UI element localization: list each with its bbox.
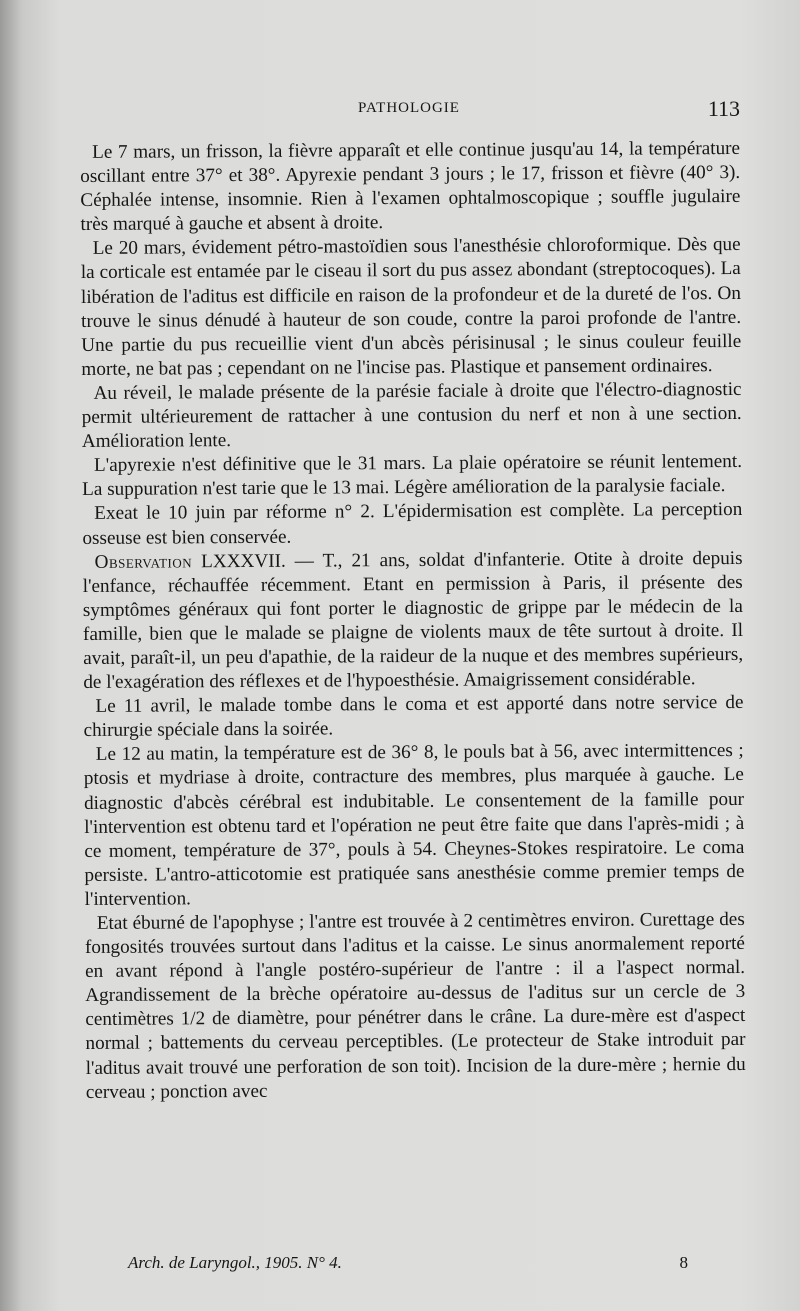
paragraph: Le 20 mars, évidement pétro-mastoïdien sous l'anesthésie chloroformique. Dès que la corticale est entamée par le ciseau il sort du pus assez abondant (streptocoques). La libération de l'aditus est difficile en raison de la profondeur et de la dureté de l'os. On trouve le sinus dénudé à hauteur de son coude, contre la paroi profonde de l'antre. Une partie du pus recueillie vient d'un abcès périsinusal ; le sinus couleur feuille morte, ne bat pas ; cependant on ne l'incise pas. Plastique et pansement ordinaires. [80,234,742,380]
paragraph: Le 7 mars, un frisson, la fièvre apparaît et elle continue jusqu'au 14, la température oscillant entre 37° et 38°. Apyrexie pendant 3 jours ; le 17, frisson et fièvre (40° 3). Céphalée intense, insomnie. Rien à l'examen ophtalmoscopique ; souffle jugulaire très marqué à gauche et absent à droite. [80,137,741,236]
footer [128,1253,688,1277]
observation-text: LXXXVII. — T., 21 ans, soldat d'infanterie. Otite à droite depuis l'enfance, réchauffée récemment. Etant en permission à Paris, il présente des symptômes généraux qui font porter le diagnostic de grippe par le médecin de la famille, bien que le malade se plaigne de violents maux de tête surtout à droite. Il avait, paraît-il, un peu d'apathie, de la raideur de la nuque et des membres supérieurs, de l'exagération des réflexes et de l'hypoesthésie. Amaigrissement considérable. [82,547,744,694]
running-title: PATHOLOGIE [358,100,460,116]
footer-reference: Arch. de Laryngol., 1905. N° 4. [128,1253,342,1272]
paragraph: Exeat le 10 juin par réforme n° 2. L'épidermisation est complète. La perception osseuse est bien conservée. [82,499,743,549]
paragraph: Le 11 avril, le malade tombe dans le coma et est apporté dans notre service de chirurgie spéciale dans la soirée. [83,692,744,742]
body-text [80,137,746,1105]
paragraph: L'apyrexie n'est définitive que le 31 mars. La plaie opératoire se réunit lentement. La suppuration n'est tarie que le 13 mai. Légère amélioration de la paralysie faciale. [82,451,743,501]
running-head [78,96,740,126]
observation-label: Observation [94,550,193,573]
paragraph: Etat éburné de l'apophyse ; l'antre est trouvée à 2 centimètres environ. Curettage des fongosités trouvées surtout dans l'aditus et la caisse. Le sinus anormalement reporté en avant répond à l'angle postéro-supérieur de l'antre : il a l'aspect normal. Agrandissement de la brèche opératoire au-dessus de l'aditus sur un cercle de 3 centimètres 1/2 de diamètre, pour pénétrer dans le crâne. La dure-mère est d'aspect normal ; battements du cerveau perceptibles. (Le protecteur de Stake introduit par l'aditus avait trouvé une perforation de son toit). Incision de la dure-mère ; hernie du cerveau ; ponction avec [84,908,746,1103]
page-number: 113 [707,96,740,121]
signature-mark: 8 [679,1253,688,1272]
paragraph: Le 12 au matin, la température est de 36° 8, le pouls bat à 56, avec intermittences ; ptosis et mydriase à droite, contracture des membres, plus marquée à gauche. Le diagnostic d'abcès cérébral est indubitable. Le consentement de la famille pour l'intervention est obtenu tard et l'opération ne peut être faite que dans l'après-midi ; à ce moment, température de 37°, pouls à 54. Cheynes-Stokes respiratoire. Le coma persiste. L'antro-atticotomie est pratiquée sans anesthésie comme premier temps de l'intervention. [83,740,745,910]
observation-paragraph [83,547,744,696]
paragraph: Au réveil, le malade présente de la parésie faciale à droite que l'électro-diagnostic permit ultérieurement de rattacher à une contusion du nerf et non à une section. Amélioration lente. [81,378,742,453]
